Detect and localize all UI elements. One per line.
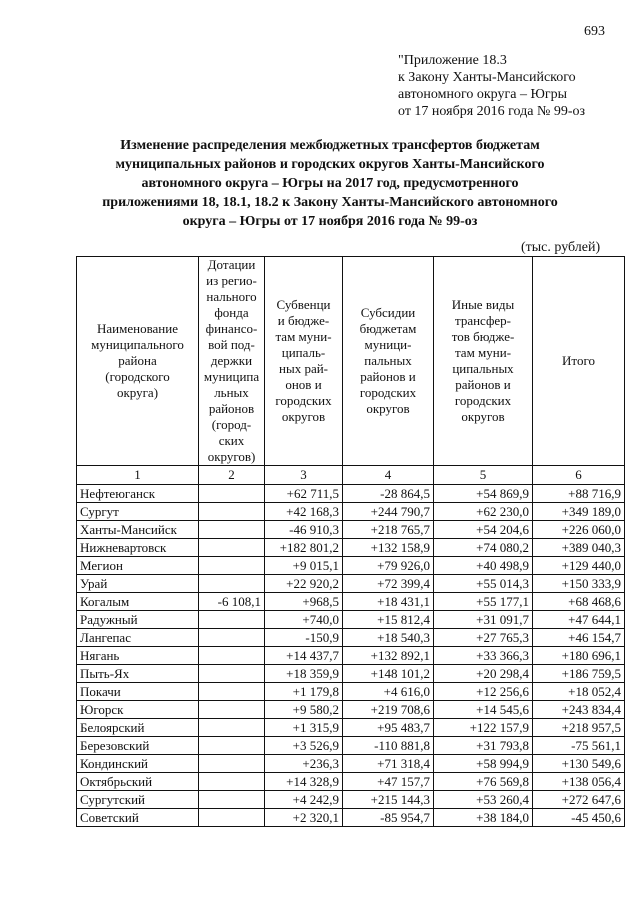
header-total — [533, 257, 625, 466]
subvention-cell: +740,0 — [265, 611, 343, 629]
header-line: муниципального — [91, 337, 184, 352]
table-row — [77, 557, 625, 575]
table-row — [77, 593, 625, 611]
column-number-row — [77, 466, 625, 485]
subsidy-cell: +95 483,7 — [343, 719, 434, 737]
total-cell: +272 647,6 — [533, 791, 625, 809]
subvention-cell: +9 015,1 — [265, 557, 343, 575]
subsidy-cell: +47 157,7 — [343, 773, 434, 791]
total-cell: +129 440,0 — [533, 557, 625, 575]
municipality-cell: Нягань — [77, 647, 199, 665]
transfers-table — [76, 256, 625, 827]
table-body — [77, 485, 625, 827]
municipality-cell: Березовский — [77, 737, 199, 755]
grant-cell — [199, 683, 265, 701]
header-line: городских — [359, 385, 417, 400]
subsidy-cell: +244 790,7 — [343, 503, 434, 521]
header-line: Наименование — [97, 321, 178, 336]
subsidy-cell: +4 616,0 — [343, 683, 434, 701]
municipality-cell: Кондинский — [77, 755, 199, 773]
municipality-cell: Октябрьский — [77, 773, 199, 791]
subvention-cell: +1 315,9 — [265, 719, 343, 737]
grant-cell — [199, 755, 265, 773]
header-line: районов и — [455, 377, 511, 392]
column-number: 3 — [265, 466, 343, 485]
subvention-cell: +22 920,2 — [265, 575, 343, 593]
header-line: бюджетам — [359, 321, 417, 336]
total-cell: +186 759,5 — [533, 665, 625, 683]
header-subsidies — [343, 257, 434, 466]
subsidy-cell: +18 431,1 — [343, 593, 434, 611]
total-cell: -45 450,6 — [533, 809, 625, 827]
header-subventions — [265, 257, 343, 466]
header-line: онов и — [285, 377, 322, 392]
grant-cell — [199, 719, 265, 737]
appendix-line: "Приложение 18.3 — [398, 53, 507, 68]
subsidy-cell: +148 101,2 — [343, 665, 434, 683]
header-line: ских — [218, 433, 245, 448]
subsidy-cell: +219 708,6 — [343, 701, 434, 719]
table-row — [77, 755, 625, 773]
subvention-cell: +42 168,3 — [265, 503, 343, 521]
title-line: Изменение распределения межбюджетных трансфертов бюджетам — [120, 138, 540, 153]
header-row — [77, 257, 625, 466]
grant-cell — [199, 557, 265, 575]
total-cell: +47 644,1 — [533, 611, 625, 629]
table-row — [77, 719, 625, 737]
header-line: Дотации — [207, 257, 256, 272]
subsidy-cell: +218 765,7 — [343, 521, 434, 539]
total-cell: +150 333,9 — [533, 575, 625, 593]
total-cell: +138 056,4 — [533, 773, 625, 791]
column-number: 2 — [199, 466, 265, 485]
other-transfer-cell: +55 014,3 — [434, 575, 533, 593]
grant-cell — [199, 701, 265, 719]
appendix-line: к Закону Ханты-Мансийского — [398, 70, 576, 85]
grant-cell — [199, 629, 265, 647]
other-transfer-cell: +20 298,4 — [434, 665, 533, 683]
document-title — [70, 136, 590, 231]
column-number: 5 — [434, 466, 533, 485]
subsidy-cell: +18 540,3 — [343, 629, 434, 647]
other-transfer-cell: +55 177,1 — [434, 593, 533, 611]
total-cell: +46 154,7 — [533, 629, 625, 647]
header-line: вой под- — [208, 337, 255, 352]
page-number: 693 — [584, 24, 605, 39]
subvention-cell: +236,3 — [265, 755, 343, 773]
table-row — [77, 665, 625, 683]
table-row — [77, 485, 625, 503]
other-transfer-cell: +58 994,9 — [434, 755, 533, 773]
municipality-cell: Нижневартовск — [77, 539, 199, 557]
header-line: округов) — [207, 449, 256, 464]
table-row — [77, 701, 625, 719]
header-line: ципаль- — [281, 345, 326, 360]
table-row — [77, 791, 625, 809]
table-row — [77, 629, 625, 647]
column-number: 1 — [77, 466, 199, 485]
other-transfer-cell: +27 765,3 — [434, 629, 533, 647]
municipality-cell: Сургут — [77, 503, 199, 521]
header-line: (город- — [211, 417, 252, 432]
table-row — [77, 737, 625, 755]
table-row — [77, 809, 625, 827]
municipality-cell: Ханты-Мансийск — [77, 521, 199, 539]
table-row — [77, 539, 625, 557]
grant-cell — [199, 737, 265, 755]
table-row — [77, 521, 625, 539]
total-cell: +349 189,0 — [533, 503, 625, 521]
grant-cell — [199, 791, 265, 809]
header-line: там муни- — [275, 329, 332, 344]
grant-cell: -6 108,1 — [199, 593, 265, 611]
subsidy-cell: +71 318,4 — [343, 755, 434, 773]
header-line: фонда — [214, 305, 249, 320]
header-line: тов бюдже- — [451, 329, 515, 344]
header-line: ных рай- — [279, 361, 328, 376]
header-line: округа) — [116, 385, 159, 400]
header-other-transfers — [434, 257, 533, 466]
municipality-cell: Покачи — [77, 683, 199, 701]
other-transfer-cell: +38 184,0 — [434, 809, 533, 827]
total-cell: +389 040,3 — [533, 539, 625, 557]
subvention-cell: +4 242,9 — [265, 791, 343, 809]
header-line: Субвенци — [276, 297, 331, 312]
title-line: автономного округа – Югры на 2017 год, предусмотренного — [141, 176, 519, 191]
municipality-cell: Сургутский — [77, 791, 199, 809]
header-line: районов и — [360, 369, 416, 384]
other-transfer-cell: +62 230,0 — [434, 503, 533, 521]
header-line: (городского — [105, 369, 170, 384]
subvention-cell: +9 580,2 — [265, 701, 343, 719]
header-line: финансо- — [205, 321, 258, 336]
other-transfer-cell: +122 157,9 — [434, 719, 533, 737]
other-transfer-cell: +14 545,6 — [434, 701, 533, 719]
municipality-cell: Лангепас — [77, 629, 199, 647]
header-line: городских — [275, 393, 332, 408]
other-transfer-cell: +54 869,9 — [434, 485, 533, 503]
municipality-cell: Урай — [77, 575, 199, 593]
header-line: округов — [366, 401, 410, 416]
total-cell: +180 696,1 — [533, 647, 625, 665]
grant-cell — [199, 611, 265, 629]
header-line: Итого — [562, 353, 595, 368]
subsidy-cell: -85 954,7 — [343, 809, 434, 827]
header-line: районов — [208, 401, 255, 416]
subvention-cell: +2 320,1 — [265, 809, 343, 827]
grant-cell — [199, 773, 265, 791]
subvention-cell: -150,9 — [265, 629, 343, 647]
table-row — [77, 575, 625, 593]
other-transfer-cell: +33 366,3 — [434, 647, 533, 665]
header-line: нального — [206, 289, 257, 304]
header-line: округов — [461, 409, 505, 424]
grant-cell — [199, 647, 265, 665]
header-line: из регио- — [206, 273, 257, 288]
header-line: муници- — [364, 337, 412, 352]
other-transfer-cell: +31 091,7 — [434, 611, 533, 629]
table-row — [77, 503, 625, 521]
municipality-cell: Нефтеюганск — [77, 485, 199, 503]
grant-cell — [199, 575, 265, 593]
header-municipality — [77, 257, 199, 466]
total-cell: +226 060,0 — [533, 521, 625, 539]
header-line: района — [118, 353, 157, 368]
total-cell: +18 052,4 — [533, 683, 625, 701]
header-line: и бюдже- — [277, 313, 330, 328]
total-cell: +68 468,6 — [533, 593, 625, 611]
appendix-line: от 17 ноября 2016 года № 99-оз — [398, 104, 586, 119]
header-line: там муни- — [454, 345, 512, 360]
total-cell: +218 957,5 — [533, 719, 625, 737]
other-transfer-cell: +31 793,8 — [434, 737, 533, 755]
grant-cell — [199, 539, 265, 557]
table-row — [77, 773, 625, 791]
subvention-cell: +14 328,9 — [265, 773, 343, 791]
subsidy-cell: +132 892,1 — [343, 647, 434, 665]
total-cell: +130 549,6 — [533, 755, 625, 773]
units-label: (тыс. рублей) — [521, 240, 601, 255]
subvention-cell: -46 910,3 — [265, 521, 343, 539]
subsidy-cell: -28 864,5 — [343, 485, 434, 503]
total-cell: +243 834,4 — [533, 701, 625, 719]
grant-cell — [199, 665, 265, 683]
other-transfer-cell: +76 569,8 — [434, 773, 533, 791]
table-row — [77, 647, 625, 665]
subsidy-cell: +215 144,3 — [343, 791, 434, 809]
subvention-cell: +1 179,8 — [265, 683, 343, 701]
grant-cell — [199, 503, 265, 521]
municipality-cell: Югорск — [77, 701, 199, 719]
header-line: городских — [454, 393, 512, 408]
subvention-cell: +18 359,9 — [265, 665, 343, 683]
header-line: ципальных — [452, 361, 514, 376]
header-line: Субсидии — [360, 305, 416, 320]
subsidy-cell: +72 399,4 — [343, 575, 434, 593]
appendix-reference — [398, 52, 585, 120]
municipality-cell: Радужный — [77, 611, 199, 629]
column-number: 6 — [533, 466, 625, 485]
header-subsidies-grants — [199, 257, 265, 466]
subsidy-cell: +79 926,0 — [343, 557, 434, 575]
grant-cell — [199, 809, 265, 827]
grant-cell — [199, 485, 265, 503]
municipality-cell: Мегион — [77, 557, 199, 575]
other-transfer-cell: +53 260,4 — [434, 791, 533, 809]
other-transfer-cell: +74 080,2 — [434, 539, 533, 557]
title-line: приложениями 18, 18.1, 18.2 к Закону Ханты-Мансийского автономного — [102, 195, 558, 210]
subvention-cell: +3 526,9 — [265, 737, 343, 755]
municipality-cell: Пыть-Ях — [77, 665, 199, 683]
header-line: пальных — [364, 353, 412, 368]
municipality-cell: Когалым — [77, 593, 199, 611]
table-row — [77, 683, 625, 701]
table-row — [77, 611, 625, 629]
header-line: держки — [210, 353, 253, 368]
column-number: 4 — [343, 466, 434, 485]
grant-cell — [199, 521, 265, 539]
header-line: льных — [214, 385, 249, 400]
subsidy-cell: +15 812,4 — [343, 611, 434, 629]
other-transfer-cell: +40 498,9 — [434, 557, 533, 575]
subsidy-cell: +132 158,9 — [343, 539, 434, 557]
other-transfer-cell: +12 256,6 — [434, 683, 533, 701]
subvention-cell: +968,5 — [265, 593, 343, 611]
header-line: трансфер- — [454, 313, 512, 328]
subvention-cell: +62 711,5 — [265, 485, 343, 503]
header-line: Иные виды — [451, 297, 515, 312]
title-line: муниципальных районов и городских округов Ханты-Мансийского — [115, 157, 545, 172]
header-line: округов — [281, 409, 326, 424]
municipality-cell: Советский — [77, 809, 199, 827]
appendix-line: автономного округа – Югры — [398, 87, 567, 102]
municipality-cell: Белоярский — [77, 719, 199, 737]
total-cell: -75 561,1 — [533, 737, 625, 755]
other-transfer-cell: +54 204,6 — [434, 521, 533, 539]
subvention-cell: +182 801,2 — [265, 539, 343, 557]
subvention-cell: +14 437,7 — [265, 647, 343, 665]
total-cell: +88 716,9 — [533, 485, 625, 503]
subsidy-cell: -110 881,8 — [343, 737, 434, 755]
header-line: муниципа — [203, 369, 260, 384]
title-line: округа – Югры от 17 ноября 2016 года № 99-оз — [182, 214, 478, 229]
